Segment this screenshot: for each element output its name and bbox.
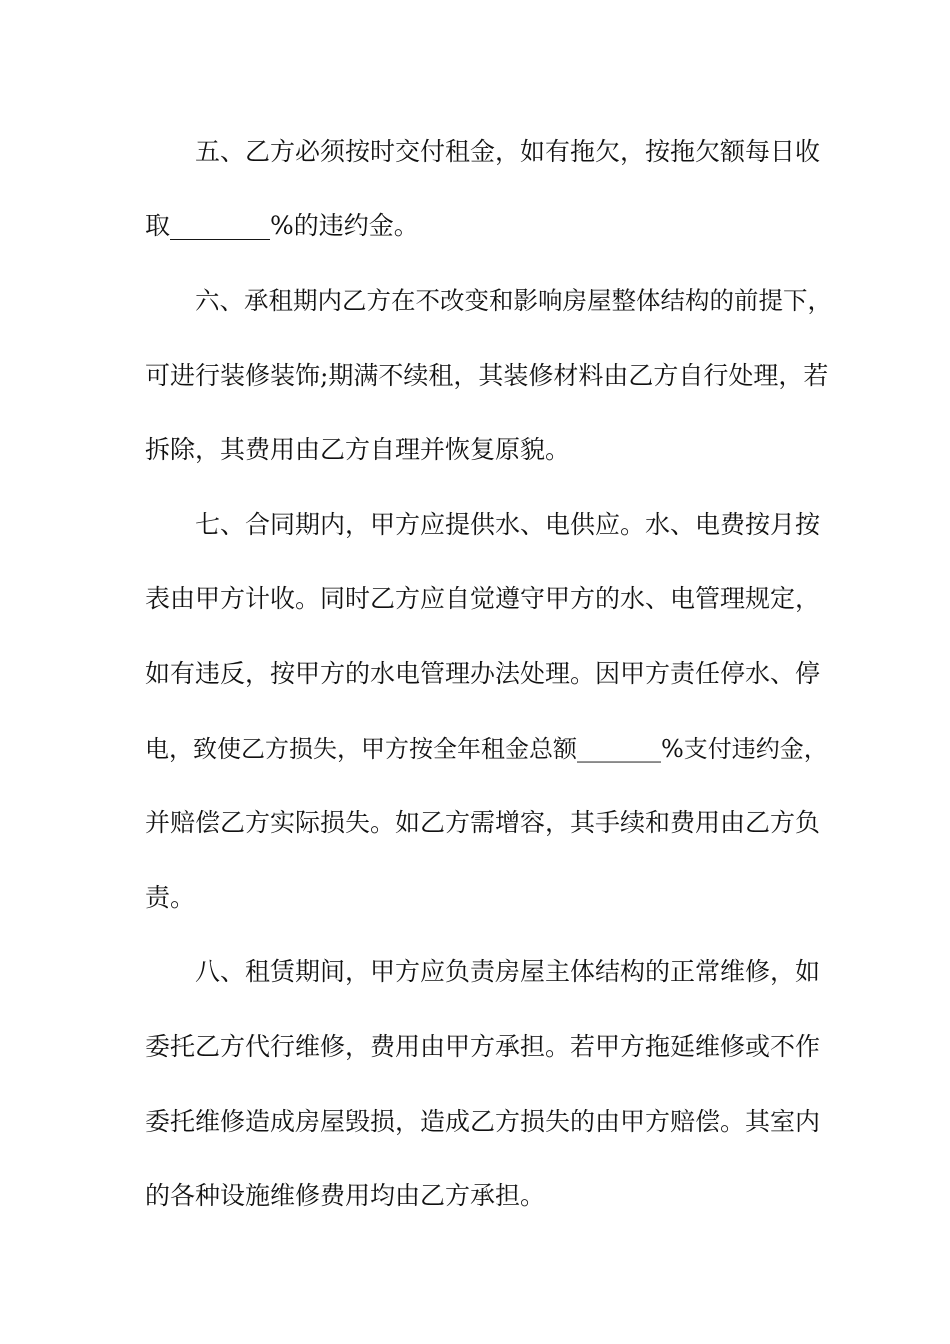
clause-5-line-2: 取________%的违约金。 xyxy=(145,211,419,240)
clause-8-line-4: 的各种设施维修费用均由乙方承担。 xyxy=(145,1181,546,1210)
clause-6-line-1: 六、承租期内乙方在不改变和影响房屋整体结构的前提下， xyxy=(195,286,832,315)
clause-8-line-1: 八、租赁期间，甲方应负责房屋主体结构的正常维修，如 xyxy=(195,957,821,986)
clause-5-line-1: 五、乙方必须按时交付租金，如有拖欠，按拖欠额每日收 xyxy=(195,137,821,166)
clause-7-line-3: 如有违反，按甲方的水电管理办法处理。因甲方责任停水、停 xyxy=(145,659,821,688)
clause-7-line-4: 电，致使乙方损失，甲方按全年租金总额_______%支付违约金， xyxy=(145,735,828,763)
clause-6-line-3: 拆除，其费用由乙方自理并恢复原貌。 xyxy=(145,435,571,464)
clause-7-line-6: 责。 xyxy=(145,883,196,912)
clause-7-line-2: 表由甲方计收。同时乙方应自觉遵守甲方的水、电管理规定， xyxy=(145,584,821,613)
clause-7-line-1: 七、合同期内，甲方应提供水、电供应。水、电费按月按 xyxy=(195,510,821,539)
clause-7-line-5: 并赔偿乙方实际损失。如乙方需增容，其手续和费用由乙方负 xyxy=(145,808,821,837)
clause-8-line-2: 委托乙方代行维修，费用由甲方承担。若甲方拖延维修或不作 xyxy=(145,1032,821,1061)
clause-6-line-2: 可进行装修装饰;期满不续租，其装修材料由乙方自行处理，若 xyxy=(145,361,829,390)
clause-8-line-3: 委托维修造成房屋毁损，造成乙方损失的由甲方赔偿。其室内 xyxy=(145,1107,821,1136)
